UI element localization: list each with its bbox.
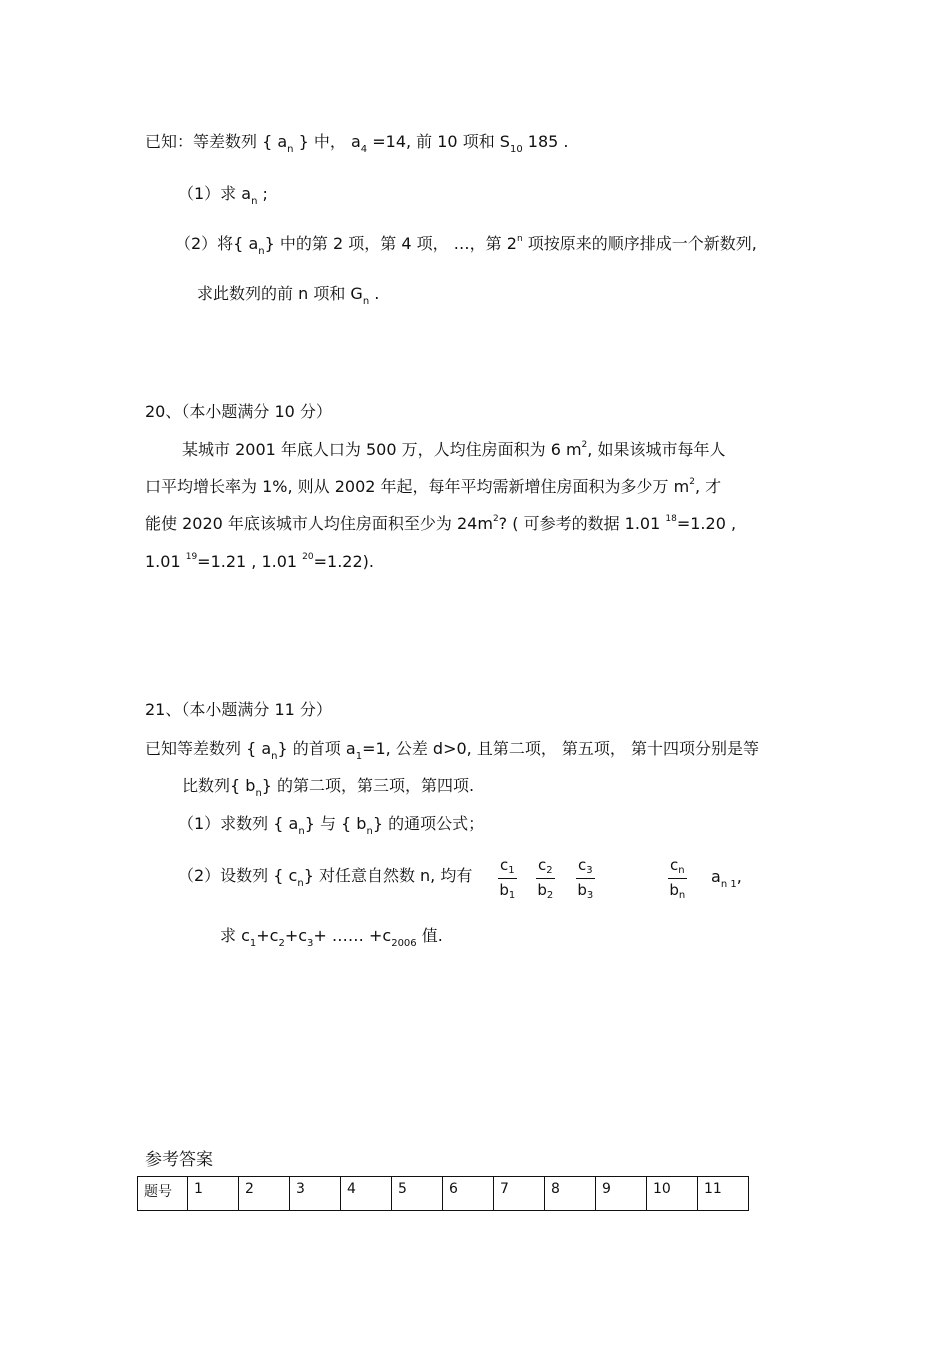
q19-part2: （2）将{ $a_n$} 中的第 2 项，第 4 项， …，第 2$^n$ 项按原来的顺序排成一个新数列, bbox=[175, 234, 757, 257]
answer-number-cell: 5 bbox=[392, 1177, 443, 1211]
answer-number-cell: 11 bbox=[698, 1177, 749, 1211]
q20-title: 20、（本小题满分 10 分） bbox=[145, 402, 332, 421]
fraction-c1-over-b1: $\frac{c_1}{b_1}$ bbox=[499, 856, 516, 901]
q21-line-1: 已知等差数列 { $a_n$} 的首项 $a_1=1$, 公差 d>0, 且第二项， 第五项， 第十四项分别是等 bbox=[145, 739, 759, 762]
answer-number-cell: 10 bbox=[647, 1177, 698, 1211]
answer-number-cell: 2 bbox=[239, 1177, 290, 1211]
q19-part1: （1）求 $a_n$ ; bbox=[178, 184, 268, 207]
q20-line-2: 口平均增长率为 1%, 则从 2002 年起，每年平均需新增住房面积为多少万 $m^2$, 才 bbox=[145, 477, 722, 496]
answer-number-cell: 9 bbox=[596, 1177, 647, 1211]
q21-line-2: 比数列{ $b_n$} 的第二项，第三项，第四项. bbox=[182, 776, 475, 799]
q20-line-1: 某城市 2001 年底人口为 500 万，人均住房面积为 6 $m^2$, 如果该城市每年人 bbox=[182, 440, 726, 459]
answer-number-cell: 4 bbox=[341, 1177, 392, 1211]
fraction-c3-over-b3: $\frac{c_3}{b_3}$ bbox=[577, 856, 594, 901]
q21-title: 21、（本小题满分 11 分） bbox=[145, 700, 332, 719]
fraction-c2-over-b2: $\frac{c_2}{b_2}$ bbox=[537, 856, 554, 901]
answer-number-cell: 7 bbox=[494, 1177, 545, 1211]
answer-number-cell: 6 bbox=[443, 1177, 494, 1211]
fraction-cn-over-bn: $\frac{c_n}{b_n}$ bbox=[669, 856, 686, 901]
q20-line-4: 1.01 $^{19}$=1.21 , 1.01 $^{20}$=1.22). bbox=[145, 552, 374, 571]
answers-table bbox=[137, 1176, 749, 1211]
q20-line-3: 能使 2020 年底该城市人均住房面积至少为 $24m^2$? ( 可参考的数据 1.01 $^{18}$=1.20 , bbox=[145, 514, 737, 533]
table-row bbox=[138, 1177, 749, 1211]
q19-part2-continued: 求此数列的前 n 项和 $G_n$ . bbox=[197, 284, 380, 307]
q21-part2-continued: 求 $c_1+c_2+c_3+$ …… $+c_{2006}$ 值. bbox=[220, 926, 443, 949]
answer-number-cell: 8 bbox=[545, 1177, 596, 1211]
answers-label: 参考答案 bbox=[145, 1150, 213, 1170]
q19-stem: 已知：等差数列 { $a_n$ } 中， $a_4 =14$, 前 10 项和 $S_{10}$ 185 . bbox=[145, 132, 569, 155]
q21-rhs: $a_{n 1}$, bbox=[711, 867, 742, 890]
q21-part1: （1）求数列 { $a_n$} 与 { $b_n$} 的通项公式； bbox=[178, 814, 485, 837]
q21-part2: （2）设数列 { $c_n$} 对任意自然数 n, 均有 bbox=[178, 866, 473, 889]
answer-number-cell: 3 bbox=[290, 1177, 341, 1211]
answers-header-cell: 题号 bbox=[138, 1177, 188, 1211]
answer-number-cell: 1 bbox=[188, 1177, 239, 1211]
